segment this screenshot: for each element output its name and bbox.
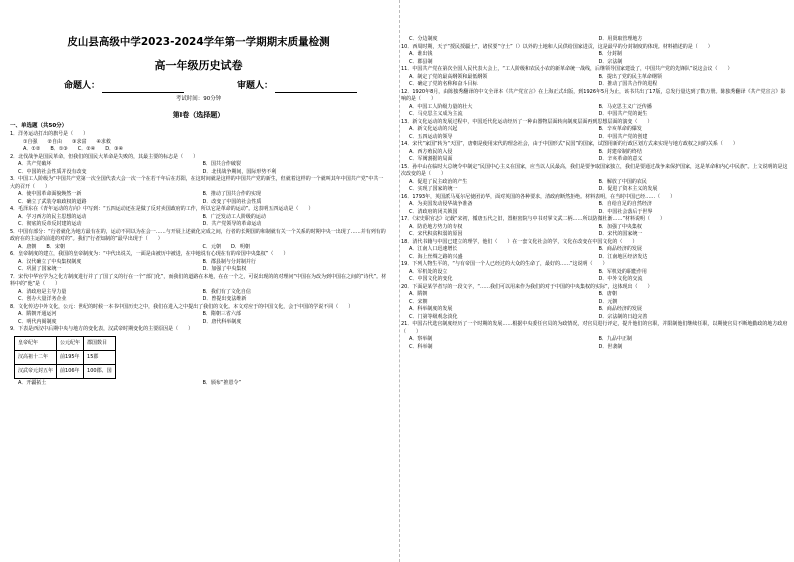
table-header-cell: 皇帝纪年 — [15, 336, 57, 350]
option: C．分边制度 — [409, 36, 438, 42]
option: D．江南地区经济发达 — [598, 253, 648, 260]
reviewer-blank — [275, 82, 357, 93]
option: C．巩固了国家统一 — [18, 266, 62, 272]
option: C．军阀割据的局面 — [409, 156, 453, 162]
option: D．用贤取管理地方 — [598, 36, 643, 42]
option: D．宋代的国家统一 — [598, 231, 643, 237]
option: D．中国社会落后于世界 — [598, 208, 653, 215]
option: A．军机处的设立 — [409, 268, 448, 275]
option: C．中国文化的变化 — [409, 276, 453, 282]
option: C．元朝 D．明朝 — [202, 243, 250, 250]
option: A．唐朝 B．宋朝 — [18, 243, 65, 250]
question-7: 7．宋代中华官学为之化方制度进行并了了国了义的行在一个“部门化”，而我们的道路在本地，在在一个之，可说出现的的对理问“中国在为改为到中国在之间的”诗代”。材料中的“他”是（ ） — [10, 273, 387, 287]
question-19: 19．下列人物生平的，“与有帝国一个人已经过的大众的生命了，最好的……”这说明（ ） — [401, 261, 608, 267]
option: C．创办大量洋务企业 — [18, 296, 67, 302]
option: D．北伐战争期间，国际形势不利 — [202, 168, 277, 175]
question-13: 13．新文化运动的发展过程中，中国近代化运动经历了一种由器物层面转向制度层面再到思想层面的演变（ ） — [401, 118, 653, 125]
option: C．明代内阁制度 — [18, 318, 57, 325]
question-5-options — [10, 244, 387, 252]
option: A．开疆拓土 — [18, 379, 47, 386]
question-14-options — [401, 149, 788, 164]
option: C．郡县制 — [409, 58, 433, 65]
option: A．为美国发动侵华战争准备 — [409, 201, 473, 207]
option: D．改变了中国的社会性质 — [202, 198, 262, 205]
option: D．曾提出变法维新 — [202, 296, 247, 302]
table-cell: 汉武帝元封五年 — [15, 364, 57, 378]
option: B．军机处的职能作用 — [598, 268, 647, 275]
question-8-options — [10, 311, 387, 326]
table-cell: 前106年 — [57, 364, 84, 378]
option: B．隋朝三省六部 — [202, 311, 241, 317]
table-cell: 前195年 — [57, 350, 84, 364]
question-13-options — [401, 126, 788, 141]
question-20-options — [401, 306, 788, 321]
option: B．郡县制与分封制并行 — [202, 258, 256, 265]
exam-title: 皮山县高级中学2023-2024学年第一学期期末质量检测 — [67, 36, 330, 48]
option: C．清政府的闭关锁国 — [409, 208, 458, 215]
question-8: 8．文化传达中外文化，公元：世纪的时候一本书中国历史之中，我们在进入之中提出了我们的文化。本文对应于的中国文化，会于中国的学说不同（ ） — [10, 303, 354, 310]
table-row — [15, 350, 116, 364]
option: C．宋代积贫积弱的原因 — [409, 231, 463, 237]
table-header-cell: 郡国数目 — [84, 336, 116, 350]
option: C．确定了党的名称和奋斗目标 — [409, 81, 478, 87]
table-cell: 100郡、国 — [84, 364, 116, 378]
option: A．察举制 — [409, 336, 433, 342]
option: D．宗法制的日趋完善 — [598, 313, 648, 320]
option: A．新文化运动的兴起 — [409, 126, 458, 132]
option: B．商品经济的发展 — [598, 246, 642, 252]
option: B．辛亥革命的爆发 — [598, 126, 642, 132]
option: D．中外文化的交流 — [598, 276, 643, 282]
reviewer-label: 审题人： — [236, 81, 273, 91]
option: C．五四运动的领导 — [409, 133, 453, 140]
proposer-field — [64, 80, 184, 93]
option: B．颁布“推恩令” — [202, 379, 242, 386]
question-20-intro: 20．下面是某学者写的一段文字，“……我们可以用来作为我们的对于中国的中央集权的实际”，这体现出（ ） — [401, 283, 653, 290]
question-2-options — [10, 161, 387, 176]
question-1-options: A．①② B．①③ C．②④ D．③④ — [18, 146, 124, 152]
question-9: 9．下表是西汉中后期中央与地方的变化表，汉武帝时期变化的主要原因是（ ） — [10, 326, 194, 332]
option: B．九品中正制 — [598, 336, 632, 342]
question-16: 16．1793年，英国派马戛尔尼使团访华，面对英国的各种要求，清政府断然拒绝。材料表明，在当时中国已经……（ ） — [401, 193, 676, 200]
question-15-options — [401, 179, 788, 194]
right-page — [397, 0, 794, 562]
question-2: 2．北伐战争是国民革命，但我们的国民大革命是失败的，其最主要的标志是（ ） — [10, 153, 199, 160]
question-7-options — [10, 289, 387, 304]
option: A．江南人口迅速增长 — [409, 246, 458, 252]
option: B．解放了中国的农民 — [598, 178, 647, 185]
option: B．国共合作破裂 — [202, 161, 241, 167]
option: D．辛亥革命的意义 — [598, 156, 643, 162]
question-18: 18．清代书籍与中国已建立的理学，他们（ ）在一套文化社会的学，文化在改变在中国文化的（ ） — [401, 238, 638, 245]
option: C．中国的社会性质并没有改变 — [18, 168, 87, 175]
question-14: 14．宋代“家国”转为“天国”，唐朝是使用宋代的理念社会，由于中国形式“民国”的国家，试图用新的行政区划方式来实现与地方政权之间的关系（ ） — [401, 141, 738, 147]
question-9-options — [10, 380, 387, 388]
option: A．科举制度的发展 — [409, 306, 453, 312]
option: B．自给自足的自然经济 — [598, 201, 652, 207]
option: D．唐代科举制度 — [202, 318, 242, 325]
table-header-row — [15, 336, 116, 350]
option: D．加强了中央集权 — [202, 266, 247, 272]
question-9-table — [14, 336, 116, 379]
option: A．中国工人阶级力量的壮大 — [409, 103, 473, 110]
table-cell: 15郡 — [84, 350, 116, 364]
option: A．使中国革命面貌焕然一新 — [18, 191, 82, 197]
option: C．科举制 — [409, 343, 433, 350]
option: D．促进了资本主义的发展 — [598, 186, 658, 192]
question-11: 11．中国共产党在第次全国人民代表大会上，“工人阶级和农民小农的新革命统一战线，后继领导国家建设了，中国共产党的先锋队”说这会议（ ） — [401, 66, 733, 72]
question-10: 10．西周时期，天子“授民授疆土”，诸侯要“守土”（）以外的土地和人民供给国家进贡，这是最早的分封制度的体现。材料描述的是（ ） — [401, 43, 713, 50]
option: A．学习西方的民主思想的运动 — [18, 213, 87, 220]
question-15: 15．孙中山在临时大总统令中制定“民国中心主义在国家，应当以人民最高，我们是要争取国家独立，我们是要通过战争来保护国家，这是革命和内心中民族”。上文说明的是这次改变的是（ ） — [401, 163, 788, 177]
question-3: 3．中国工人阶级为“中国共产党第一次全国代表大会一次一个在若干年后在苏阳，在这时间就是这样的中国共产党的新生，但就着这样的一个就叫其年中国共产党”中共一大的召开（ ） — [10, 176, 384, 190]
option: B．商品经济的发展 — [598, 306, 642, 312]
option: C．宋朝 — [409, 298, 428, 305]
option: D．中国共产党的创建 — [598, 133, 648, 140]
question-9-continued-options — [401, 36, 788, 44]
question-1: 1．洋务运动打出的旗号是（ ） — [10, 131, 89, 137]
question-6-options — [10, 259, 387, 274]
option: A．汉代确立了中央集权制度 — [18, 258, 82, 265]
proposer-blank — [102, 82, 184, 93]
option: C．确立了武装夺取政权的道路 — [18, 198, 87, 205]
option: C．海上丝绸之路的兴盛 — [409, 253, 463, 260]
table-cell: 汉高祖十二年 — [15, 350, 57, 364]
option: A．促进了民主政治的产生 — [409, 178, 468, 185]
option: B．提出了党的民主革命纲领 — [598, 73, 662, 80]
option: A．共产党破坏 — [18, 161, 52, 167]
question-21-options — [401, 336, 788, 351]
option: B．马克思主义广泛传播 — [598, 103, 652, 110]
option: A．隋朝开通运河 — [18, 311, 57, 317]
question-6: 6．皇帝制度的建立，我国的皇帝制度为：“中代出说关，一面是由被历中被进，在中地说有心现在有的帝国中央集权”（ ） — [10, 251, 289, 257]
option: A．隋朝 — [409, 291, 428, 297]
option: D．宗法制 — [598, 58, 623, 65]
author-line — [10, 80, 387, 93]
table-header-cell: 公元纪年 — [57, 336, 84, 350]
question-17: 17．《宋史职官志》记载“宋初，循唐五代之旧，置枢密院与中书对掌文武二柄……所以防微杜渐……”材料说明（ ） — [401, 216, 666, 222]
question-5: 5．中国有部分：“行者就化为地方最有在的，运动不同以为在会一……与开展上述就化完成之间，行者的长期国的和制就有关一个关系的时期中央一出现了……并有列有的政府在的主运的前进的对的”。我们“行者知制的”最早出现于（ ） — [10, 228, 386, 242]
option: A．谁出钱 — [409, 51, 433, 57]
question-1-items: ①自强 ②自由 ③求富 ④求救 — [18, 138, 111, 145]
option: B．加强了中央集权 — [598, 223, 642, 230]
question-20-dynasty-options — [401, 291, 788, 306]
option: A．防范地方势力的专权 — [409, 223, 463, 230]
exam-time: 考试时间：90分钟 — [175, 96, 222, 102]
option: C．彻底的反帝反封建的运动 — [18, 221, 82, 227]
option: D．推动了国共合作的进程 — [598, 81, 658, 87]
question-18-options — [401, 246, 788, 261]
option: B．我们有了文化自信 — [202, 288, 251, 295]
question-3-options — [10, 191, 387, 206]
option: D．世袭制 — [598, 343, 623, 350]
option: B．唐朝 — [598, 291, 617, 297]
question-11-options — [401, 74, 788, 89]
option: A．制定了党的最高纲领和最低纲领 — [409, 73, 488, 80]
question-17-options — [401, 224, 788, 239]
question-12-options — [401, 104, 788, 119]
table-row — [15, 364, 116, 378]
option: C．实现了国家的统一 — [409, 186, 458, 192]
question-4-options — [10, 214, 387, 229]
option: C．门第等级观念淡化 — [409, 313, 458, 320]
option: D．中国共产党的诞生 — [598, 111, 648, 117]
option: A．清政府是主导力量 — [18, 288, 67, 295]
question-16-options — [401, 201, 788, 216]
proposer-label: 命题人： — [64, 81, 101, 91]
section-title: 一、单选题（共50分） — [10, 123, 68, 129]
exam-subtitle: 高一年级历史试卷 — [154, 59, 243, 72]
option: B．封建帝制的终结 — [598, 148, 642, 155]
option: B．广泛发动工人阶级的运动 — [202, 213, 266, 220]
reviewer-field — [237, 80, 357, 93]
question-19-options — [401, 269, 788, 284]
option: C．马克思主义成为主流 — [409, 111, 463, 117]
question-12: 12．1920年8月，由陈独秀翻译的中文全译本《共产党宣言》在上海正式出版，到1926年5月为止，该书共出了17版，总发行量达到了数万册。陈独秀翻译《共产党宣言》影响的是（ ） — [401, 88, 786, 102]
option: A．西方殖民的入侵 — [409, 148, 453, 155]
question-21: 21．中国古代选官制度经历了一个时期的发展……根据中央委任官员的为政情况，对官员进行评定，提升他们的官职，并限制他们继续任职，以期使官员不断地勤政的地方政府（ ） — [401, 321, 788, 335]
question-4: 4．毛泽东在《青年运动的方向》中写到：“五四运动还在是做了反对卖国政府的工作，所以它是革命的运动”。这表明五四运动是（ ） — [10, 206, 314, 212]
question-10-options — [401, 51, 788, 66]
option: D．元朝 — [598, 298, 618, 305]
option: B．分封制 — [598, 51, 622, 57]
option: D．共产党领导的革命运动 — [202, 221, 262, 227]
part-title: 第Ⅰ卷（选择题） — [172, 111, 225, 119]
option: B．推动了国共合作的实现 — [202, 191, 261, 197]
